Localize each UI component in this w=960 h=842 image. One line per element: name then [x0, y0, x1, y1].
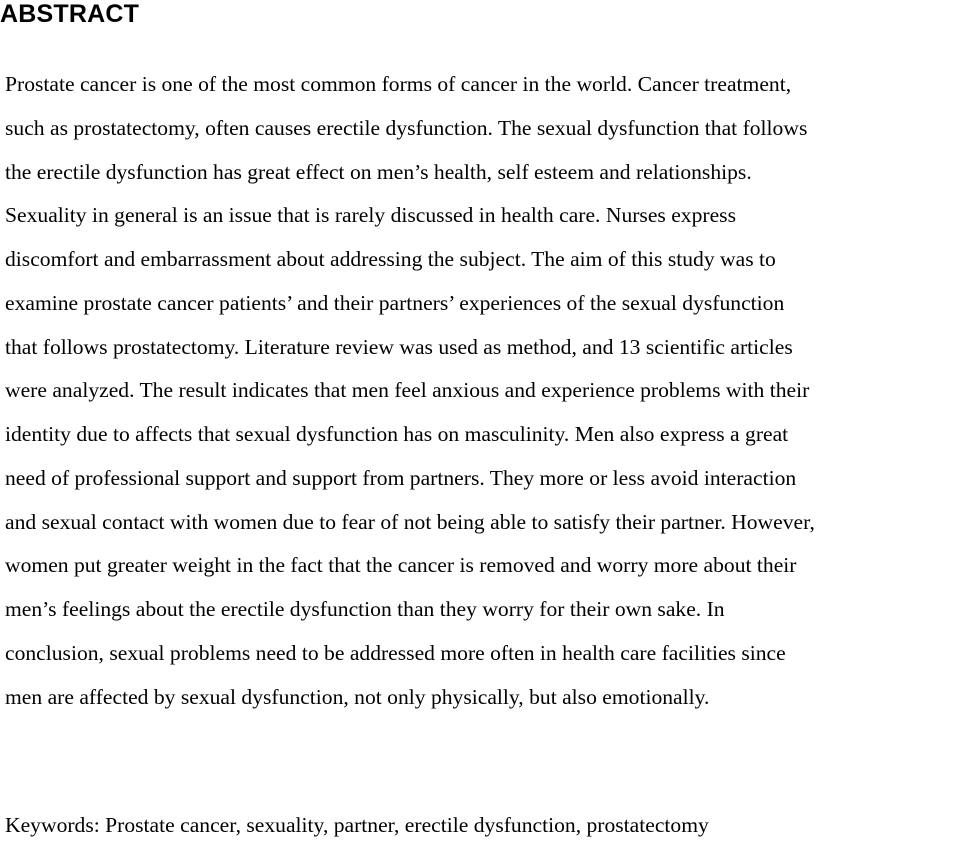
abstract-line: Sexuality in general is an issue that is rarely discussed in health care. Nurses express [5, 203, 736, 228]
abstract-line: conclusion, sexual problems need to be addressed more often in health care facilities since [5, 640, 786, 665]
abstract-line: and sexual contact with women due to fear of not being able to satisfy their partner. However, [5, 509, 815, 534]
abstract-line: that follows prostatectomy. Literature review was used as method, and 13 scientific articles [5, 334, 793, 359]
abstract-line: were analyzed. The result indicates that men feel anxious and experience problems with their [5, 378, 810, 403]
abstract-line: examine prostate cancer patients’ and their partners’ experiences of the sexual dysfunction [5, 290, 785, 315]
abstract-line: men’s feelings about the erectile dysfunction than they worry for their own sake. In [5, 597, 725, 621]
abstract-line: need of professional support and support from partners. They more or less avoid interaction [5, 465, 797, 490]
abstract-line: men are affected by sexual dysfunction, not only physically, but also emotionally. [5, 684, 710, 709]
abstract-paragraph [5, 63, 960, 719]
abstract-line: such as prostatectomy, often causes erectile dysfunction. The sexual dysfunction that follows [5, 115, 808, 140]
abstract-line: discomfort and embarrassment about addressing the subject. The aim of this study was to [5, 247, 776, 271]
abstract-line: women put greater weight in the fact that the cancer is removed and worry more about their [5, 553, 797, 578]
abstract-line: the erectile dysfunction has great effect on men’s health, self esteem and relationships. [5, 159, 752, 184]
abstract-line: Prostate cancer is one of the most common forms of cancer in the world. Cancer treatment, [5, 72, 792, 96]
abstract-heading: ABSTRACT [0, 0, 140, 28]
keywords-line: Keywords: Prostate cancer, sexuality, partner, erectile dysfunction, prostatectomy [5, 813, 709, 837]
abstract-line: identity due to affects that sexual dysfunction has on masculinity. Men also express a great [5, 422, 789, 446]
